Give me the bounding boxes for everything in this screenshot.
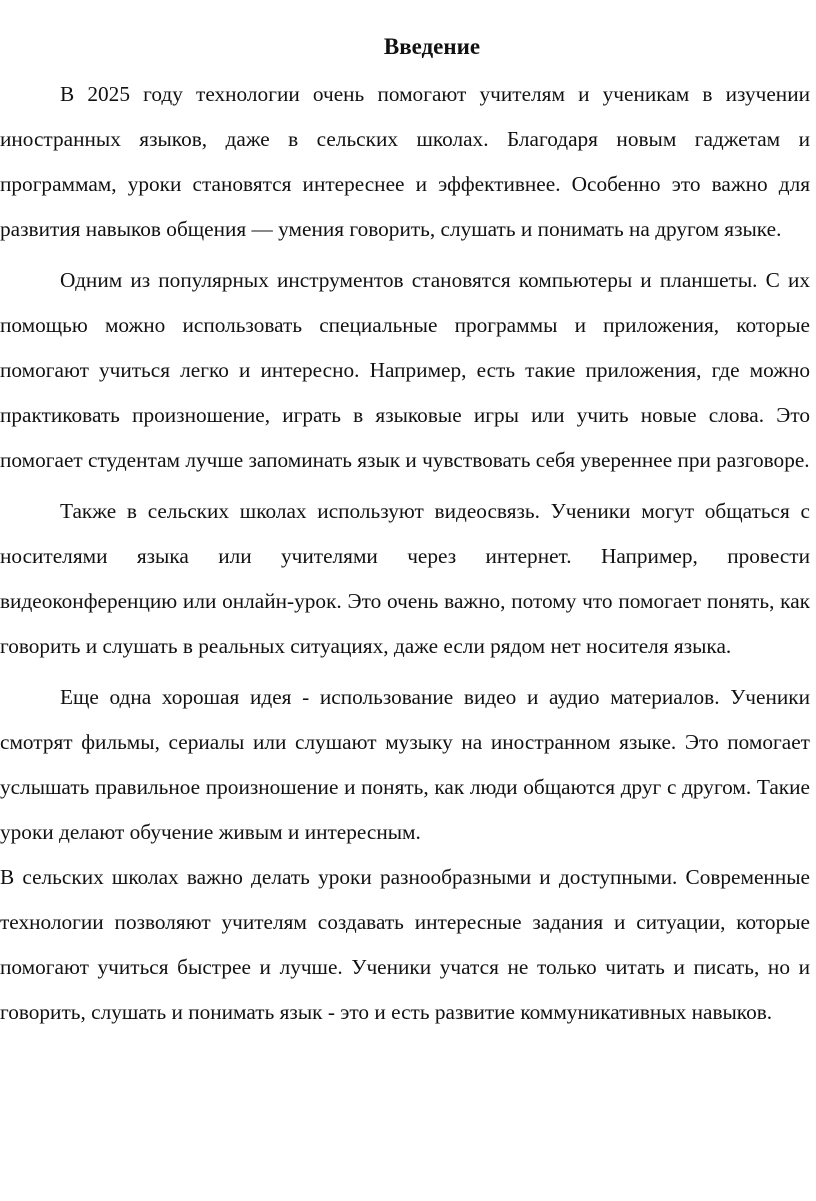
paragraph-1: В 2025 году технологии очень помогают учителям и ученикам в изучении иностранных языков, даже в сельских школах. Благодаря новым гаджетам и программам, уроки становятся интереснее и эффективнее. Особенно это важно для развития навыков общения — умения говорить, слушать и понимать на другом языке. (0, 82, 810, 241)
paragraph-3: Также в сельских школах используют видеосвязь. Ученики могут общаться с носителями языка или учителями через интернет. Например, провести видеоконференцию или онлайн-урок. Это очень важно, потому что помогает понять, как говорить и слушать в реальных ситуациях, даже если рядом нет носителя языка. (0, 499, 810, 658)
paragraph-2: Одним из популярных инструментов становятся компьютеры и планшеты. С их помощью можно использовать специальные программы и приложения, которые помогают учиться легко и интересно. Например, есть такие приложения, где можно практиковать произношение, играть в языковые игры или учить новые слова. Это помогает студентам лучше запоминать язык и чувствовать себя увереннее при разговоре. (0, 268, 810, 472)
paragraph-5: В сельских школах важно делать уроки разнообразными и доступными. Современные технологии позволяют учителям создавать интересные задания и ситуации, которые помогают учиться быстрее и лучше. Ученики учатся не только читать и писать, но и говорить, слушать и понимать язык - это и есть развитие коммуникативных навыков. (0, 865, 810, 1024)
paragraph-4: Еще одна хорошая идея - использование видео и аудио материалов. Ученики смотрят фильмы, сериалы или слушают музыку на иностранном языке. Это помогает услышать правильное произношение и понять, как люди общаются друг с другом. Такие уроки делают обучение живым и интересным. (0, 685, 810, 844)
document-title: Введение (383, 34, 481, 59)
